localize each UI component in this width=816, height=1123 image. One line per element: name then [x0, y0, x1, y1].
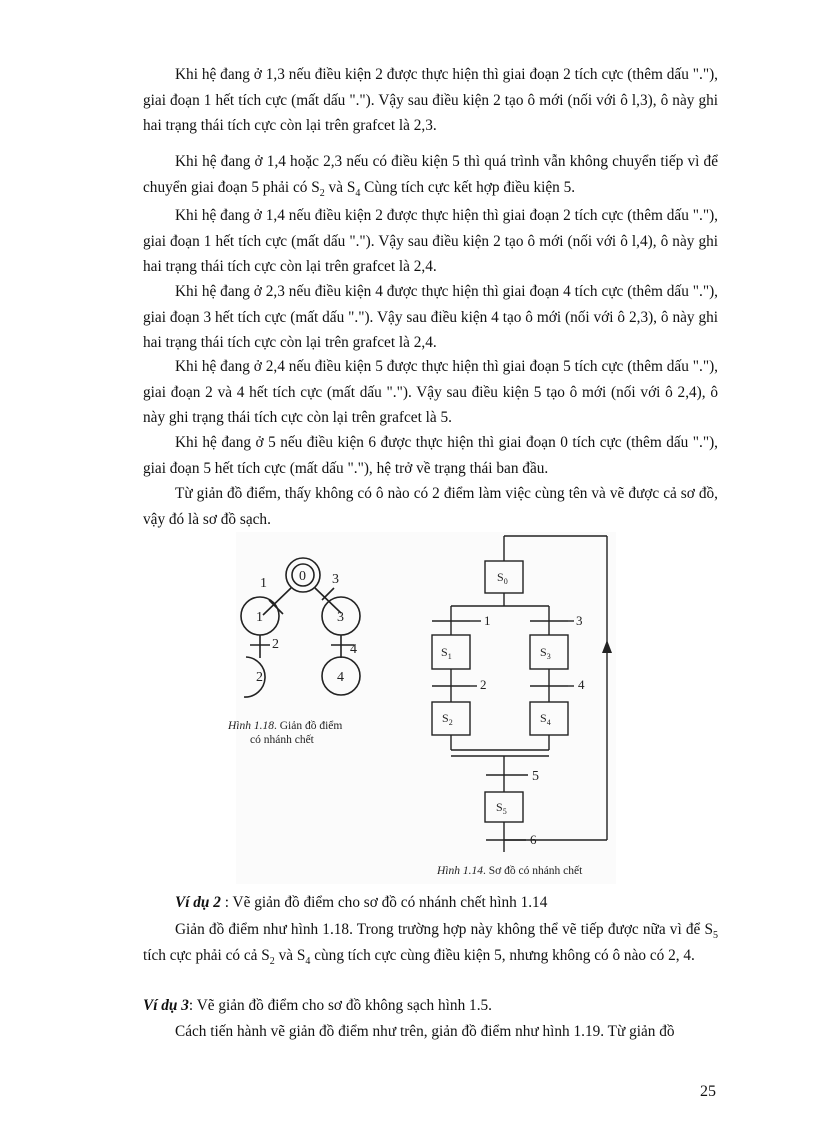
state-label: 1 — [256, 610, 263, 625]
caption-text: . Giản đồ điểm — [274, 720, 343, 732]
step-letter: S — [540, 645, 547, 659]
subscript: 4 — [305, 955, 311, 967]
step-sub: 0 — [503, 577, 508, 586]
page-number: 25 — [700, 1083, 716, 1100]
text: cùng tích cực cùng điều kiện 5, nhưng không có ô nào có 2, 4. — [310, 946, 695, 964]
figure-drawing — [236, 532, 616, 884]
step-label — [497, 570, 508, 586]
text: Giản đồ điểm như hình 1.18. Trong trường hợp này không thể vẽ tiếp được nữa vì để S — [175, 921, 713, 938]
step-label — [540, 711, 551, 727]
paragraph-2 — [143, 149, 718, 200]
step-letter: S — [540, 711, 547, 725]
subscript: 2 — [269, 955, 275, 967]
transition-label: 1 — [484, 613, 491, 628]
point-diagram-labels — [256, 569, 357, 685]
step-letter: S — [441, 645, 448, 659]
figure-1-14-caption — [437, 864, 617, 878]
step-sub: 3 — [546, 652, 551, 661]
return-arrow-icon — [602, 640, 612, 653]
final-paragraph: Cách tiến hành vẽ giản đồ điểm như trên, giản đồ điểm như hình 1.19. Từ giản đồ — [175, 1023, 675, 1040]
transition-label: 2 — [272, 637, 279, 652]
transition-label: 2 — [480, 677, 487, 692]
paragraph-3: Khi hệ đang ở 1,4 nếu điều kiện 2 được thực hiện thì giai đoạn 2 tích cực (thêm dấu "."), giai đoạn 1 hết tích cực (mất dấu "."). Vậy sau điều kiện 2 tạo ô mới (nối với ô l,4), ô này ghi hai trạng thái tích cực còn lại trên grafcet là 2,4. — [143, 207, 718, 275]
state-label: 2 — [256, 670, 263, 685]
transition-label: 3 — [576, 613, 583, 628]
text: và S — [274, 946, 306, 964]
state-label: 4 — [337, 670, 344, 685]
grafcet-labels — [441, 570, 585, 847]
transition-label: 1 — [260, 576, 267, 591]
example-2-label: Ví dụ 2 — [175, 894, 221, 911]
example-3-text: : Vẽ giản đồ điểm cho sơ đồ không sạch hình 1.5. — [188, 997, 492, 1014]
state-label: 3 — [337, 610, 344, 625]
arc-0-1 — [263, 588, 291, 615]
transition-label: 5 — [532, 769, 539, 784]
step-letter: S — [496, 800, 503, 814]
figure-1-18-caption — [228, 719, 358, 747]
text: tích cực phải có cả S — [143, 946, 270, 964]
subscript: 4 — [355, 187, 361, 199]
transition-label: 6 — [530, 832, 537, 847]
transition-3-tick — [322, 588, 334, 600]
step-letter: S — [497, 570, 504, 584]
caption-fig-number: Hình 1.14 — [437, 865, 483, 877]
step-letter: S — [442, 711, 449, 725]
caption-fig-number: Hình 1.18 — [228, 720, 274, 732]
caption-text: . Sơ đồ có nhánh chết — [483, 865, 583, 877]
transition-label: 3 — [332, 572, 339, 587]
figure — [228, 532, 616, 884]
step-label — [540, 645, 551, 661]
caption-line-1 — [228, 719, 358, 733]
step-sub: 1 — [447, 652, 452, 661]
step-label — [496, 800, 507, 816]
caption-line-2: có nhánh chết — [250, 734, 314, 746]
step-sub: 2 — [448, 718, 453, 727]
transition-label: 4 — [578, 677, 585, 692]
transition-label: 4 — [350, 642, 357, 657]
example-2-text: : Vẽ giản đồ điểm cho sơ đồ có nhánh chết hình 1.14 — [220, 894, 548, 911]
paragraph-after-figure — [143, 917, 718, 968]
state-label: 0 — [299, 569, 306, 584]
paragraph-2-text-c: Cùng tích cực kết hợp điều kiện 5. — [360, 178, 576, 196]
example-3-label: Ví dụ 3 — [143, 997, 189, 1014]
step-label — [441, 645, 452, 661]
step-label — [442, 711, 453, 727]
paragraph-2-text-b: và S — [324, 178, 356, 196]
paragraph-4: Khi hệ đang ở 2,3 nếu điều kiện 4 được thực hiện thì giai đoạn 4 tích cực (thêm dấu "."), giai đoạn 3 hết tích cực (mất dấu "."). Vậy sau điều kiện 4 tạo ô mới (nối với ô 2,3), ô này ghi hai trạng thái tích cực còn lại trên grafcet là 2,4. — [143, 283, 718, 351]
paragraph-5: Khi hệ đang ở 2,4 nếu điều kiện 5 được thực hiện thì giai đoạn 5 tích cực (thêm dấu "."), giai đoạn 2 và 4 hết tích cực (mất dấu "."). Vậy sau điều kiện 5 tạo ô mới (nối với ô 2,4), ô này ghi trạng thái tích cực còn lại trên grafcet là 5. — [143, 358, 718, 426]
grafcet-diagram — [432, 536, 607, 852]
example-3-line — [143, 993, 718, 1019]
example-2-line — [143, 890, 718, 916]
subscript: 5 — [713, 930, 718, 942]
step-sub: 4 — [546, 718, 551, 727]
paragraph-6: Khi hệ đang ở 5 nếu điều kiện 6 được thực hiện thì giai đoạn 0 tích cực (thêm dấu "."), giai đoạn 5 hết tích cực (mất dấu "."), hệ trở về trạng thái ban đầu. — [143, 434, 718, 477]
subscript: 2 — [319, 187, 325, 199]
paragraph-7: Từ giản đồ điểm, thấy không có ô nào có 2 điểm làm việc cùng tên và vẽ được cả sơ đồ, vậy đó là sơ đồ sạch. — [143, 485, 718, 528]
paragraph-2-text-a: Khi hệ đang ở 1,4 hoặc 2,3 nếu có điều kiện 5 thì quá trình vẫn không chuyển tiếp vì để chuyển giai đoạn 5 phải có S — [143, 153, 718, 196]
paragraph-1: Khi hệ đang ở 1,3 nếu điều kiện 2 được thực hiện thì giai đoạn 2 tích cực (thêm dấu "."), giai đoạn 1 hết tích cực (mất dấu "."). Vậy sau điều kiện 2 tạo ô mới (nối với ô l,3), ô này ghi hai trạng thái tích cực còn lại trên grafcet là 2,3. — [143, 66, 718, 134]
step-sub: 5 — [502, 807, 507, 816]
